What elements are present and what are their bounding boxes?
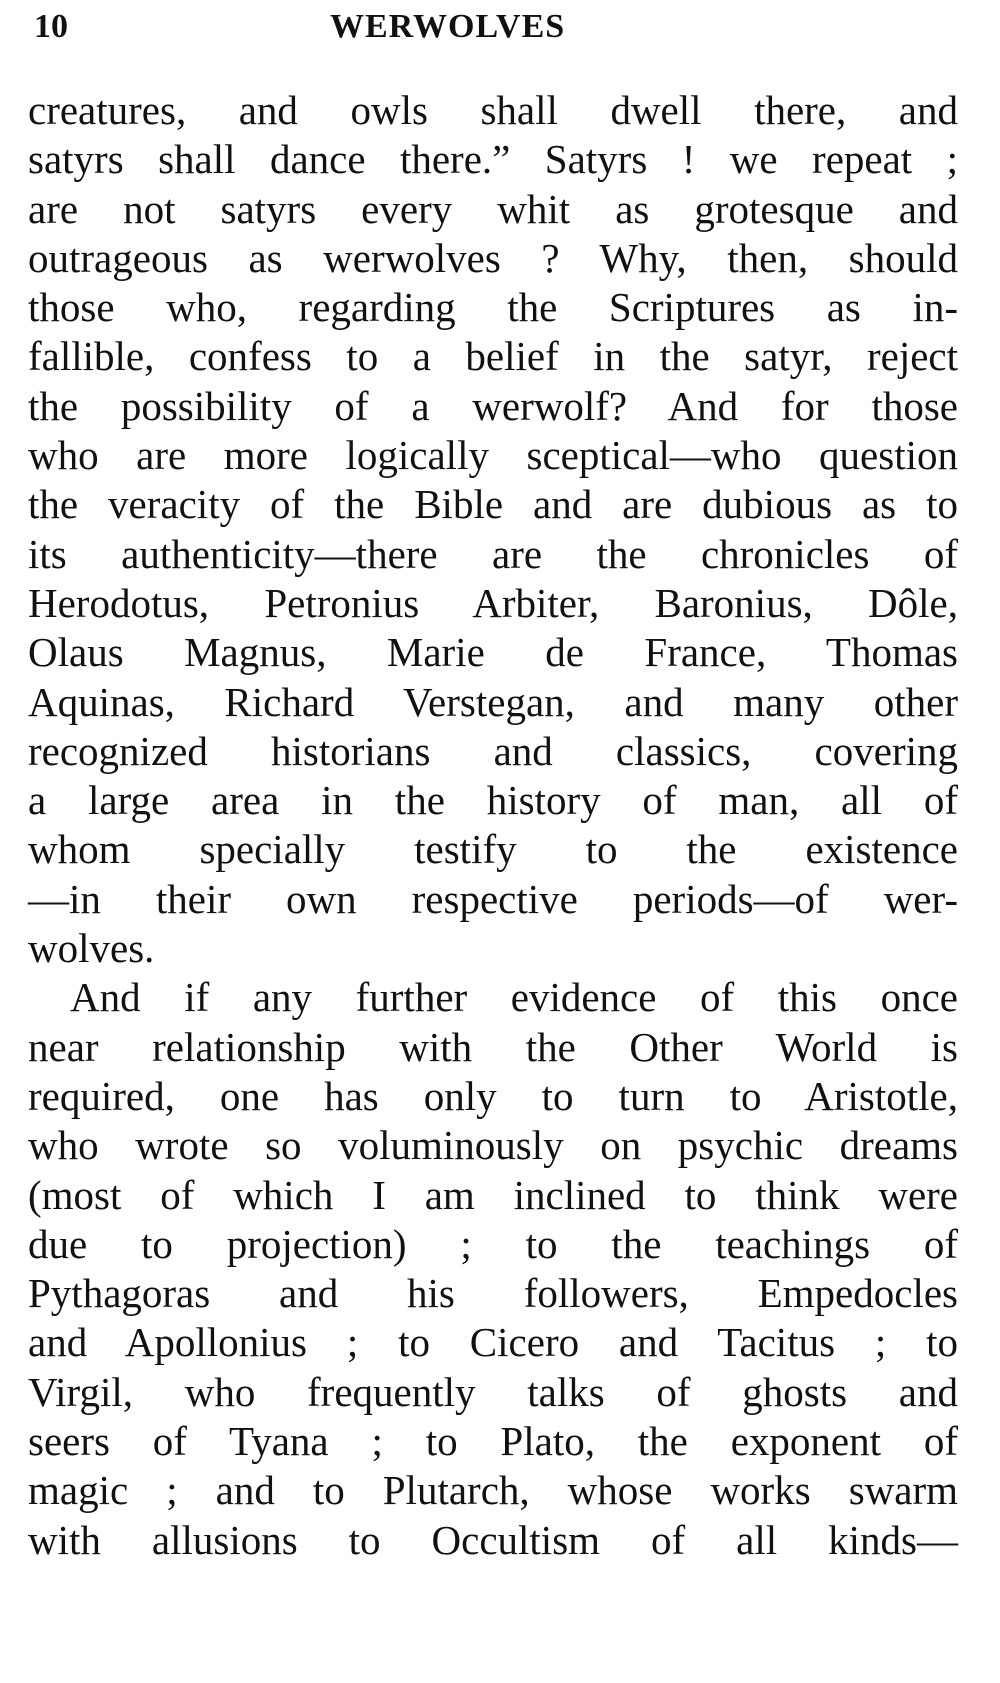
text-line: —in their own respective periods—of wer- — [28, 875, 958, 922]
text-line: Olaus Magnus, Marie de France, Thomas — [28, 629, 958, 676]
text-line: near relationship with the Other World is — [28, 1023, 958, 1070]
text-line: whom specially testify to the existence — [28, 826, 958, 873]
text-line: satyrs shall dance there.” Satyrs ! we repeat ; — [28, 136, 958, 183]
text-line: required, one has only to turn to Aristotle, — [28, 1072, 958, 1119]
text-line: those who, regarding the Scriptures as in- — [28, 284, 958, 331]
text-line: with allusions to Occultism of all kinds— — [28, 1516, 958, 1563]
running-head — [34, 4, 958, 54]
running-title: WERWOLVES — [330, 8, 566, 45]
text-line: are not satyrs every whit as grotesque and — [28, 185, 958, 232]
page-number: 10 — [34, 8, 68, 45]
text-line: And if any further evidence of this once — [70, 974, 958, 1021]
paragraph-1 — [28, 86, 958, 973]
text-line: outrageous as werwolves ? Why, then, should — [28, 234, 958, 281]
text-line: its authenticity—there are the chronicles of — [28, 530, 958, 577]
text-line: the veracity of the Bible and are dubious as to — [28, 481, 958, 528]
text-line: seers of Tyana ; to Plato, the exponent of — [28, 1418, 958, 1465]
text-line: who wrote so voluminously on psychic dreams — [28, 1122, 958, 1169]
text-line: a large area in the history of man, all of — [28, 777, 958, 824]
text-line: wolves. — [28, 925, 155, 972]
text-line: fallible, confess to a belief in the satyr, reject — [28, 333, 958, 380]
text-line: Aquinas, Richard Verstegan, and many other — [28, 678, 958, 725]
text-line: Herodotus, Petronius Arbiter, Baronius, Dôle, — [28, 579, 958, 626]
text-line: (most of which I am inclined to think were — [28, 1171, 958, 1218]
text-line: recognized historians and classics, covering — [28, 727, 958, 774]
body-text — [28, 86, 958, 1565]
text-line: Virgil, who frequently talks of ghosts and — [28, 1368, 958, 1415]
text-line: the possibility of a werwolf? And for those — [28, 382, 958, 429]
text-line: Pythagoras and his followers, Empedocles — [28, 1270, 958, 1317]
text-line: and Apollonius ; to Cicero and Tacitus ; to — [28, 1319, 958, 1366]
paragraph-2 — [28, 973, 958, 1565]
text-line: who are more logically sceptical—who question — [28, 432, 958, 479]
text-line: magic ; and to Plutarch, whose works swarm — [28, 1467, 958, 1514]
text-line: creatures, and owls shall dwell there, and — [28, 87, 958, 133]
text-line: due to projection) ; to the teachings of — [28, 1220, 958, 1267]
